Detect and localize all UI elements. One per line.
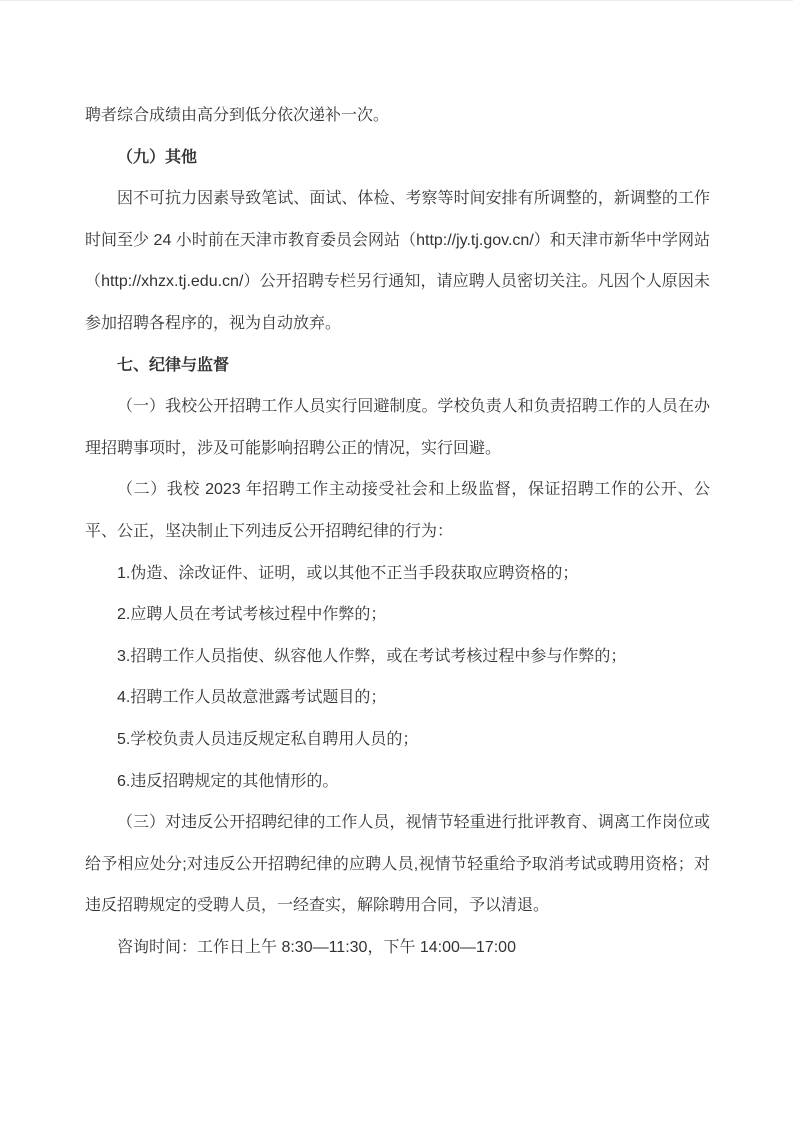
list-item-violation-5: 5.学校负责人员违反规定私自聘用人员的； bbox=[117, 730, 419, 748]
paragraph-supervision-intro: （二）我校 2023 年招聘工作主动接受社会和上级监督，保证招聘工作的公开、公平、公正，坚决制止下列违反公开招聘纪律的行为： bbox=[85, 481, 710, 540]
list-item-violation-3: 3.招聘工作人员指使、纵容他人作弊，或在考试考核过程中参与作弊的； bbox=[117, 647, 627, 665]
paragraph-force-majeure-notice: 因不可抗力因素导致笔试、面试、体检、考察等时间安排有所调整的，新调整的工作时间至少 24 小时前在天津市教育委员会网站（http://jy.tj.gov.cn/）和天津市新华中学网站（http://xhzx.tj.edu.cn/）公开招聘专栏另行通知，请应聘人员密切关注。凡因个人原因未参加招聘各程序的，视为自动放弃。 bbox=[85, 190, 710, 332]
list-item-violation-1: 1.伪造、涂改证件、证明，或以其他不正当手段获取应聘资格的； bbox=[117, 564, 579, 582]
heading-section-seven-discipline-supervision: 七、纪律与监督 bbox=[117, 356, 230, 374]
paragraph-replacement-continuation: 聘者综合成绩由高分到低分依次递补一次。 bbox=[85, 107, 390, 124]
list-item-violation-6: 6.违反招聘规定的其他情形的。 bbox=[117, 772, 339, 790]
paragraph-consultation-hours: 咨询时间：工作日上午 8:30—11:30，下午 14:00—17:00 bbox=[117, 938, 516, 956]
list-item-violation-2: 2.应聘人员在考试考核过程中作弊的； bbox=[117, 606, 387, 624]
list-item-violation-4: 4.招聘工作人员故意泄露考试题目的； bbox=[117, 689, 387, 707]
paragraph-violation-penalties: （三）对违反公开招聘纪律的工作人员，视情节轻重进行批评教育、调离工作岗位或给予相应处分;对违反公开招聘纪律的应聘人员,视情节轻重给予取消考试或聘用资格；对违反招聘规定的受聘人员，一经查实，解除聘用合同，予以清退。 bbox=[85, 814, 710, 915]
heading-section-nine-other: （九）其他 bbox=[117, 148, 198, 166]
paragraph-recusal-system: （一）我校公开招聘工作人员实行回避制度。学校负责人和负责招聘工作的人员在办理招聘事项时，涉及可能影响招聘公正的情况，实行回避。 bbox=[85, 398, 710, 457]
